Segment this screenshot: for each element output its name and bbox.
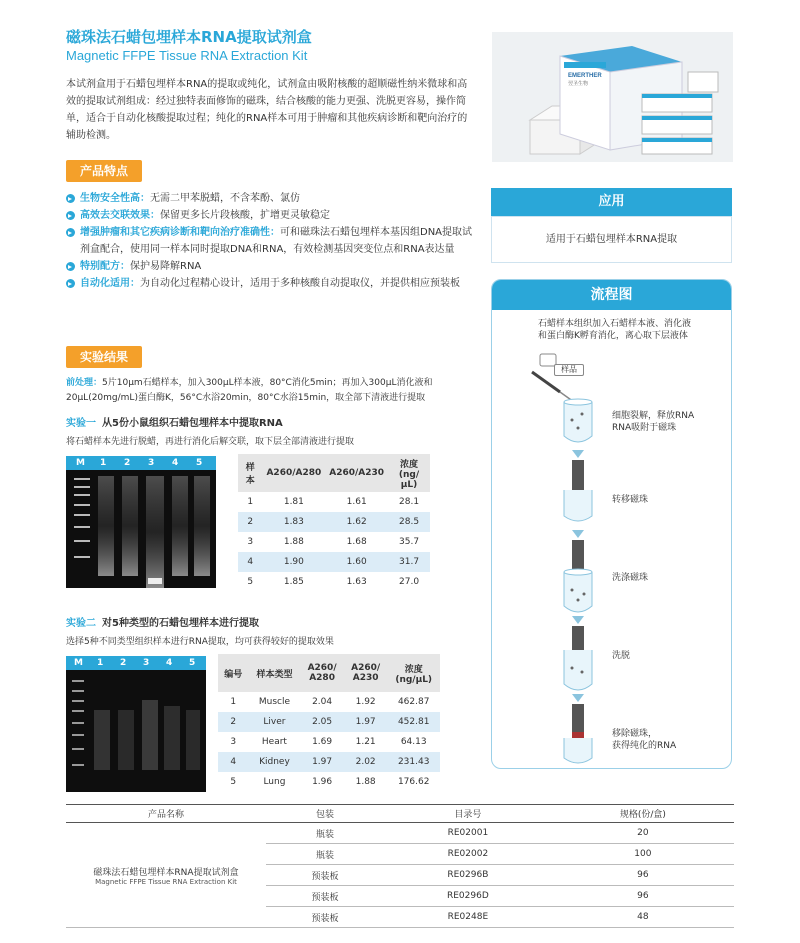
table-cell: 3 xyxy=(218,732,249,752)
table-header-cell: 浓度 (ng/μL) xyxy=(387,654,440,692)
table-row xyxy=(238,512,430,532)
table-cell: 3 xyxy=(238,532,262,552)
table-cell: Heart xyxy=(249,732,301,752)
order-header-cell: 包装 xyxy=(266,805,384,823)
exp2-table xyxy=(218,654,440,792)
application-body: 适用于石蜡包埋样本RNA提取 xyxy=(491,216,732,263)
table-header-cell: 浓度 (ng/μL) xyxy=(388,454,430,492)
table-row xyxy=(218,752,440,772)
sample-tag: 样品 xyxy=(554,364,584,376)
order-cell: RE02002 xyxy=(384,844,552,865)
exp1-gel-labels xyxy=(66,456,216,470)
order-cell: RE0296B xyxy=(384,865,552,886)
kit-brand-sub: 翌圣生物 xyxy=(568,81,589,87)
table-cell: 27.0 xyxy=(388,572,430,592)
feature-text: 可和磁珠法石蜡包埋样本基因组DNA提取试剂盒配合，使用同一样本同时提取DNA和RNA，有效检测基因突变位点和RNA表达量 xyxy=(80,227,473,255)
table-row xyxy=(238,572,430,592)
feature-item xyxy=(66,258,476,275)
order-table xyxy=(66,804,734,928)
feature-text: 保护易降解RNA xyxy=(130,261,202,272)
gel-lane-label: 3 xyxy=(148,458,155,468)
gel-lane-label: 5 xyxy=(196,458,203,468)
table-cell: 1.61 xyxy=(325,492,388,512)
play-bullet-icon xyxy=(66,279,75,288)
play-bullet-icon xyxy=(66,194,75,203)
table-cell: 2.05 xyxy=(300,712,344,732)
pipette-icon xyxy=(532,354,574,402)
flow-step-label: 洗涤磁珠 xyxy=(612,573,649,583)
table-row xyxy=(218,732,440,752)
pretreatment-body: 5片10μm石蜡样本，加入300μL样本液，80°C消化5min；再加入300μL消化液和20μL(20mg/mL)蛋白酶K，56°C水浴20min，80°C水浴15min，取全部下清液进行提取 xyxy=(66,378,433,403)
gel-lane-label: 4 xyxy=(172,458,179,468)
exp1-gel-bands xyxy=(66,470,216,588)
table-cell: 35.7 xyxy=(388,532,430,552)
table-header-row xyxy=(238,454,430,492)
order-cell: 预装板 xyxy=(266,886,384,907)
table-cell: Liver xyxy=(249,712,301,732)
table-cell: 1.60 xyxy=(325,552,388,572)
flow-intro: 石蜡样本组织加入石蜡样本液、消化液和蛋白酶K孵育消化，离心取下层液体 xyxy=(538,319,692,341)
table-header-cell: A260/ A280 xyxy=(300,654,344,692)
table-cell: 4 xyxy=(218,752,249,772)
table-cell: 2.02 xyxy=(344,752,388,772)
table-header-cell: A260/ A230 xyxy=(344,654,388,692)
play-bullet-icon xyxy=(66,262,75,271)
table-row xyxy=(218,712,440,732)
gel-lane-label: M xyxy=(74,658,83,668)
order-cell: 48 xyxy=(552,907,734,928)
table-row xyxy=(218,772,440,792)
table-cell: 1 xyxy=(218,692,249,712)
table-row xyxy=(238,532,430,552)
features-list xyxy=(66,190,476,292)
order-table-grid xyxy=(66,804,734,928)
order-cell: 100 xyxy=(552,844,734,865)
arrow-icon xyxy=(572,530,584,538)
table-cell: 1.96 xyxy=(300,772,344,792)
feature-text: 为自动化过程精心设计，适用于多种核酸自动提取仪，并提供相应预装板 xyxy=(140,278,460,289)
application-head: 应用 xyxy=(491,188,732,216)
table-cell: 176.62 xyxy=(387,772,440,792)
table-cell: 64.13 xyxy=(387,732,440,752)
play-bullet-icon xyxy=(66,228,75,237)
exp1-table xyxy=(238,454,430,592)
gel-lane-label: 2 xyxy=(124,458,131,468)
table-cell: 1.97 xyxy=(344,712,388,732)
tube-icon xyxy=(564,738,592,763)
gel-lane-label: M xyxy=(76,458,85,468)
table-cell: 1.83 xyxy=(262,512,325,532)
table-header-row xyxy=(218,654,440,692)
order-cell: RE0296D xyxy=(384,886,552,907)
feature-head: 特别配方： xyxy=(80,261,130,272)
flow-diagram xyxy=(492,310,732,769)
feature-item xyxy=(66,224,476,258)
exp2-table-wrap xyxy=(218,654,440,792)
pretreatment-head: 前处理： xyxy=(66,378,103,388)
order-cell: 瓶装 xyxy=(266,844,384,865)
table-cell: 1.69 xyxy=(300,732,344,752)
table-cell: 2.04 xyxy=(300,692,344,712)
table-cell: 1.90 xyxy=(262,552,325,572)
page-title: 磁珠法石蜡包埋样本RNA提取试剂盒 xyxy=(66,28,312,46)
table-header-cell: 样本类型 xyxy=(249,654,301,692)
table-header-cell: A260/A230 xyxy=(325,454,388,492)
exp2-gel-bands xyxy=(66,670,206,792)
table-cell: 28.5 xyxy=(388,512,430,532)
table-header-cell: 编号 xyxy=(218,654,249,692)
feature-head: 增强肿瘤和其它疾病诊断和靶向治疗准确性： xyxy=(80,227,280,238)
magnet-rod-icon xyxy=(572,540,584,572)
exp1-gel-image xyxy=(66,456,216,588)
exp2-tag: 实验二 xyxy=(66,618,96,629)
exp1-tag: 实验一 xyxy=(66,418,96,429)
table-cell: 452.81 xyxy=(387,712,440,732)
exp2-title-text: 对5种类型的石蜡包埋样本进行提取 xyxy=(102,618,259,629)
magnet-rod-icon xyxy=(564,460,592,521)
table-header-cell: 样本 xyxy=(238,454,262,492)
feature-head: 生物安全性高： xyxy=(80,193,150,204)
gel-lane-label: 3 xyxy=(143,658,150,668)
table-cell: 1.68 xyxy=(325,532,388,552)
magnet-rod-icon xyxy=(572,704,584,738)
flow-step-label: 转移磁珠 xyxy=(612,495,649,505)
table-cell: 2 xyxy=(218,712,249,732)
order-header-row xyxy=(66,805,734,823)
table-row xyxy=(218,692,440,712)
flow-chart xyxy=(491,279,732,769)
exp1-title-text: 从5份小鼠组织石蜡包埋样本中提取RNA xyxy=(102,418,283,429)
table-cell: 1.62 xyxy=(325,512,388,532)
order-header-cell: 规格(份/盒) xyxy=(552,805,734,823)
feature-item xyxy=(66,275,476,292)
exp2-gel-image xyxy=(66,656,206,792)
table-cell: 1.88 xyxy=(344,772,388,792)
table-cell: 28.1 xyxy=(388,492,430,512)
page-subtitle: Magnetic FFPE Tissue RNA Extraction Kit xyxy=(66,48,308,63)
table-header-cell: A260/A280 xyxy=(262,454,325,492)
kit-brand-text: EMERTHER xyxy=(568,73,602,79)
table-cell: 5 xyxy=(218,772,249,792)
arrow-icon xyxy=(572,694,584,702)
table-cell: 462.87 xyxy=(387,692,440,712)
pretreatment-text xyxy=(66,376,476,406)
order-header-cell: 产品名称 xyxy=(66,805,266,823)
table-cell: 1.92 xyxy=(344,692,388,712)
order-cell: 瓶装 xyxy=(266,823,384,844)
order-cell: 预装板 xyxy=(266,865,384,886)
table-cell: 1.97 xyxy=(300,752,344,772)
gel-lane-label: 1 xyxy=(100,458,107,468)
gel-lane-label: 2 xyxy=(120,658,127,668)
flow-head: 流程图 xyxy=(492,280,731,310)
table-row xyxy=(238,492,430,512)
order-cell: RE02001 xyxy=(384,823,552,844)
table-cell: Kidney xyxy=(249,752,301,772)
gel-lane-label: 4 xyxy=(166,658,173,668)
feature-head: 高效去交联效果： xyxy=(80,210,160,221)
order-header-cell: 目录号 xyxy=(384,805,552,823)
order-product-cn: 磁珠法石蜡包埋样本RNA提取试剂盒 xyxy=(93,867,239,878)
table-cell: Muscle xyxy=(249,692,301,712)
product-image xyxy=(492,32,733,162)
feature-text: 保留更多长片段核酸，扩增更灵敏稳定 xyxy=(160,210,330,221)
table-cell: 1.21 xyxy=(344,732,388,752)
table-cell: 1.81 xyxy=(262,492,325,512)
results-badge: 实验结果 xyxy=(66,346,142,368)
order-cell: 预装板 xyxy=(266,907,384,928)
tube-icon xyxy=(564,399,592,442)
arrow-icon xyxy=(572,450,584,458)
exp2-title xyxy=(66,614,259,629)
feature-item xyxy=(66,207,476,224)
table-cell: 5 xyxy=(238,572,262,592)
features-badge: 产品特点 xyxy=(66,160,142,182)
table-cell: 1.88 xyxy=(262,532,325,552)
feature-item xyxy=(66,190,476,207)
order-row xyxy=(66,823,734,844)
order-product-en: Magnetic FFPE Tissue RNA Extraction Kit xyxy=(95,877,237,886)
arrow-icon xyxy=(572,616,584,624)
kit-box-illustration xyxy=(492,32,733,162)
order-cell: RE0248E xyxy=(384,907,552,928)
exp1-table-wrap xyxy=(238,454,430,592)
order-product-name xyxy=(66,823,266,928)
table-cell: 231.43 xyxy=(387,752,440,772)
order-cell: 20 xyxy=(552,823,734,844)
flow-step-label: 移除磁珠， 获得纯化的RNA xyxy=(612,729,677,751)
exp2-desc: 选择5种不同类型组织样本进行RNA提取，均可获得较好的提取效果 xyxy=(66,637,334,647)
intro-paragraph: 本试剂盒用于石蜡包埋样本RNA的提取或纯化，试剂盒由吸附核酸的超顺磁性纳米微球和高效的提取试剂组成：经过独特表面修饰的磁珠，结合核酸的能力更强、洗脱更容易，操作简单，适合于自动化核酸提取过程；纯化的RNA样本可用于肿瘤和其他疾病诊断和靶向治疗的辅助检测。 xyxy=(66,79,468,141)
feature-head: 自动化适用： xyxy=(80,278,140,289)
table-cell: 31.7 xyxy=(388,552,430,572)
table-cell: 1 xyxy=(238,492,262,512)
exp1-desc: 将石蜡样本先进行脱蜡，再进行消化后解交联，取下层全部清液进行提取 xyxy=(66,437,355,447)
order-cell: 96 xyxy=(552,886,734,907)
table-cell: 1.63 xyxy=(325,572,388,592)
table-cell: 2 xyxy=(238,512,262,532)
table-cell: 1.85 xyxy=(262,572,325,592)
table-cell: 4 xyxy=(238,552,262,572)
play-bullet-icon xyxy=(66,211,75,220)
tube-icon xyxy=(564,650,592,690)
tube-icon xyxy=(564,569,592,612)
order-cell: 96 xyxy=(552,865,734,886)
table-row xyxy=(238,552,430,572)
gel-lane-label: 1 xyxy=(97,658,104,668)
feature-text: 无需二甲苯脱蜡，不含苯酚、氯仿 xyxy=(150,193,300,204)
flow-step-label: 细胞裂解，释放RNA RNA吸附于磁珠 xyxy=(612,411,695,433)
table-cell: Lung xyxy=(249,772,301,792)
exp1-title xyxy=(66,414,283,429)
flow-step-label: 洗脱 xyxy=(612,651,631,661)
exp2-gel-labels xyxy=(66,656,206,670)
gel-lane-label: 5 xyxy=(189,658,196,668)
